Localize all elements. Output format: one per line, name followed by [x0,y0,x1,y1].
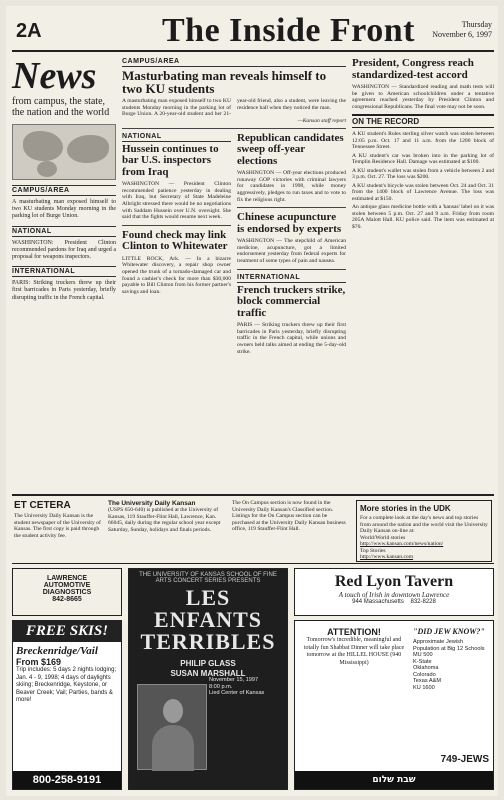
headline-republican: Republican candidates sweep off-year elections [237,131,344,167]
headline-standardized: President, Congress reach standardized-test accord [352,57,474,81]
main-stories-column [122,58,346,490]
on-campus-text: The On Campus section is now found in the University Daily Kansan's Classified section. Listings for the On Campus section can be purchased at the University Daily Kansan business office, 119 Stauffer-Flint Hall. [232,500,346,532]
advertisements [12,568,494,790]
info-strip [12,494,494,564]
news-subtitle: from campus, the state, the nation and the world [12,96,110,118]
theater-presenter: THE UNIVERSITY OF KANSAS SCHOOL OF FINE ARTS CONCERT SERIES PRESENTS [139,572,277,584]
kicker-national: NATIONAL [122,133,231,142]
school-item: MU 500 [413,652,433,658]
school-item: Texas A&M [413,678,441,684]
story-whitewater: LITTLE ROCK, Ark. — In a bizarre Whitewater discovery, a repair shop owner opened the trunk of a tornado-damaged car and found a cashier's check for more than $30,000 payable to Bill Clinton from his former partner's savings and loan. [122,255,231,295]
ad-hillel [294,620,494,790]
theater-title: LES ENFANTS TERRIBLES [140,585,276,654]
school-item: Colorado [413,671,436,678]
ad-line: AUTOMOTIVE [43,582,91,589]
school-item: Oklahoma [413,665,439,671]
hillel-text: Tomorrow's incredible, meaningful and totally fun Shabbat Dinner will take place tomorrow at the HILLEL HOUSE (940 Mississippi) [303,637,405,666]
section-label-international: INTERNATIONAL [12,266,116,277]
record-item: A KU student's wallet was stolen from a vehicle between 2 and 3 p.m. Oct. 27. The loss was $200. [352,167,494,181]
theater-date: November 15, 1997 [209,677,259,683]
issue-date-text: November 6, 1997 [432,30,492,39]
masthead-title: The Inside Front [162,12,415,49]
udk-info-box [108,500,226,533]
tavern-address [295,599,493,605]
page-header [12,10,494,52]
performer-photo [137,684,207,770]
section-label-campus: CAMPUS/AREA [12,185,116,196]
on-the-record-header: ON THE RECORD [352,114,494,128]
ad-red-lyon-tavern [294,568,494,616]
online-title: More stories in the UDK [360,504,451,513]
ski-phone: 800-258-9191 [13,771,121,789]
hillel-question: "DID JEW KNOW?" [413,627,485,636]
online-link-label: Top Stories [360,547,386,554]
headline-whitewater: Found check may link Clinton to Whitewater [122,228,228,253]
online-link[interactable]: http://www.kansan.com [360,554,414,560]
story-national: WASHINGTON — President Clinton recommended patience yesterday in dealing with Iraq, but Secretary of State Madeleine Albright stressed there would be no negotiations with Saddam Hussein over U.N. oversight. She said that the fights would resume next week. [122,181,231,221]
et-cetera-title: ET CETERA [14,500,71,511]
et-cetera-text: The University Daily Kansan is the student newspaper of the University of Kansas. The first copy is paid through the student activity fee. [14,513,101,539]
brief-campus: A masturbating man exposed himself to two KU students Monday morning in the parking lot of Burge Union. [12,199,116,220]
newspaper-page [6,6,498,796]
page-number: 2A [16,20,42,42]
ski-body [13,642,121,708]
udk-info-text: (USPS 650-640) is published at the University of Kansas, 119 Stauffer-Flint Hall, Lawrence, Kan. 66045, daily during the regular school year except Saturday, Sunday, holidays and finals periods. [108,507,221,533]
hillel-attention: ATTENTION! [327,627,381,637]
theater-info [209,677,283,697]
kicker-campus: CAMPUS/AREA [122,58,346,67]
headline-campus: Masturbating man reveals himself to two KU students [122,68,327,96]
section-label-national: NATIONAL [12,226,116,237]
ad-les-enfants-terribles [128,568,288,790]
online-link-label: World/World stories [360,534,406,541]
ad-line: DIAGNOSTICS [42,589,92,596]
hillel-phone: 749-JEWS [440,754,489,765]
issue-day: Thursday [461,20,492,29]
school-item: KU 1600 [413,684,435,691]
online-link[interactable]: http://www.kansan.com/news/nation/ [360,541,444,547]
story-standardized: WASHINGTON — Standardized reading and math tests will be given to American schoolchildren under a tentative agreement reached yesterday by President Clinton and congressional Republicans. The final vote may not be soon. [352,84,494,110]
brief-national: WASHINGTON: President Clinton recommended pardons for Iraq and urged a proposal for weapons inspectors. [12,239,116,261]
headline-acupuncture: Chinese acupuncture is endorsed by experts [237,211,342,235]
story-truckers: PARIS — Striking truckers threw up their first barricades in Paris yesterday, briefly disrupting traffic in the French capital, while unions and owners held talks aimed at ending the 5-day-old strike. [237,322,346,355]
record-item: An antique glass medicine bottle with a 'kansas' label on it was stolen between 5 p.m. Oct. 27 and 9 a.m. Friday from room 205A Malott Hall. KU police said. The item was estimated at $70. [352,204,494,230]
tavern-name: Red Lyon Tavern [334,573,454,590]
news-title: News [12,55,97,97]
tavern-tagline: A touch of Irish in downtown Lawrence [338,591,450,599]
hillel-stats-title: Approximate Jewish Population at Big 12 Schools [413,639,485,652]
theater-venue: Lied Center of Kansas [209,690,265,696]
tavern-phone: 832-8228 [410,599,436,605]
right-column [352,58,494,490]
online-box [356,500,492,562]
theater-cast-2: SUSAN MARSHALL [170,669,246,678]
udk-info-title: The University Daily Kansan [108,500,196,507]
school-item: K-State [413,658,432,665]
online-intro: For a complete look at the day's news and top stories from around the nation and the world visit the University Daily Kansan on-line at: [360,515,488,534]
tavern-street: 944 Massachusetts [352,599,404,605]
hillel-left [299,627,409,667]
theater-time: 8:00 p.m. [209,683,233,690]
ad-ski-trip [12,620,122,790]
ski-price: From $169 [16,657,62,667]
ad-lawrence-automotive [12,568,122,616]
hillel-right [413,627,489,691]
record-item: A KU student's car was broken into in the parking lot of Templin Residence Hall. Damage was estimated at $100. [352,152,494,166]
on-campus-box [232,500,350,533]
byline-campus: —Kansan staff report [297,117,346,124]
et-cetera-box [14,500,102,539]
headline-national: Hussein continues to bar U.S. inspectors from Iraq [122,142,219,178]
story-republican: WASHINGTON — Off-year elections produced runaway GOP victories with criminal lawyers for candidates in 1998, while money aggressively, pledges to run taxes and to vote to fix the religious right. [237,170,346,203]
issue-date [432,20,492,40]
headline-truckers: French truckers strike, block commercial traffic [237,283,346,319]
police-record-list [352,131,494,230]
brief-international: PARIS: Striking truckers threw up their first barricades in Paris yesterday, briefly disrupting traffic in the French capital. [12,280,116,301]
record-item: A KU student's bicycle was stolen between Oct. 24 and Oct. 31 from the 1400 block of Lawrence Avenue. The loss was estimated at $150. [352,182,494,202]
world-map-icon [12,124,116,180]
ad-line: LAWRENCE [46,575,88,582]
news-summary-column [12,55,116,490]
story-campus: A masturbating man exposed himself to two KU students Monday morning in the parking lot of Burge Union. A 20-year-old student and her 21-year-old friend, also a student, were leaving the residence hall when they noticed the man. [122,98,346,118]
kicker-international: INTERNATIONAL [237,274,346,283]
ski-details: Trip includes: 5 days 2 nights lodging; Jan. 4 - 9, 1998; 4 days of daylights skiing; Breckenridge, Keystone, or Beaver Creek; Vail; Parties, bands & more! [16,667,117,703]
ski-place: Breckenridge/Vail [16,645,98,657]
theater-cast-1: PHILIP GLASS [180,659,236,668]
record-item: A KU student's Rules sterling silver watch was stolen between 12:05 p.m. Oct. 17 and 11 a.m. from the 1200 block of Tennessee Street. [352,131,494,151]
ad-phone: 842-8665 [52,596,82,603]
story-acupuncture: WASHINGTON — The stepchild of American medicine, acupuncture, got a limited endorsement yesterday from federal experts for treatment of some types of pain and nausea. [237,238,346,265]
ski-title: FREE SKIS! [13,621,121,642]
hillel-banner: שבת שלום [295,771,493,789]
